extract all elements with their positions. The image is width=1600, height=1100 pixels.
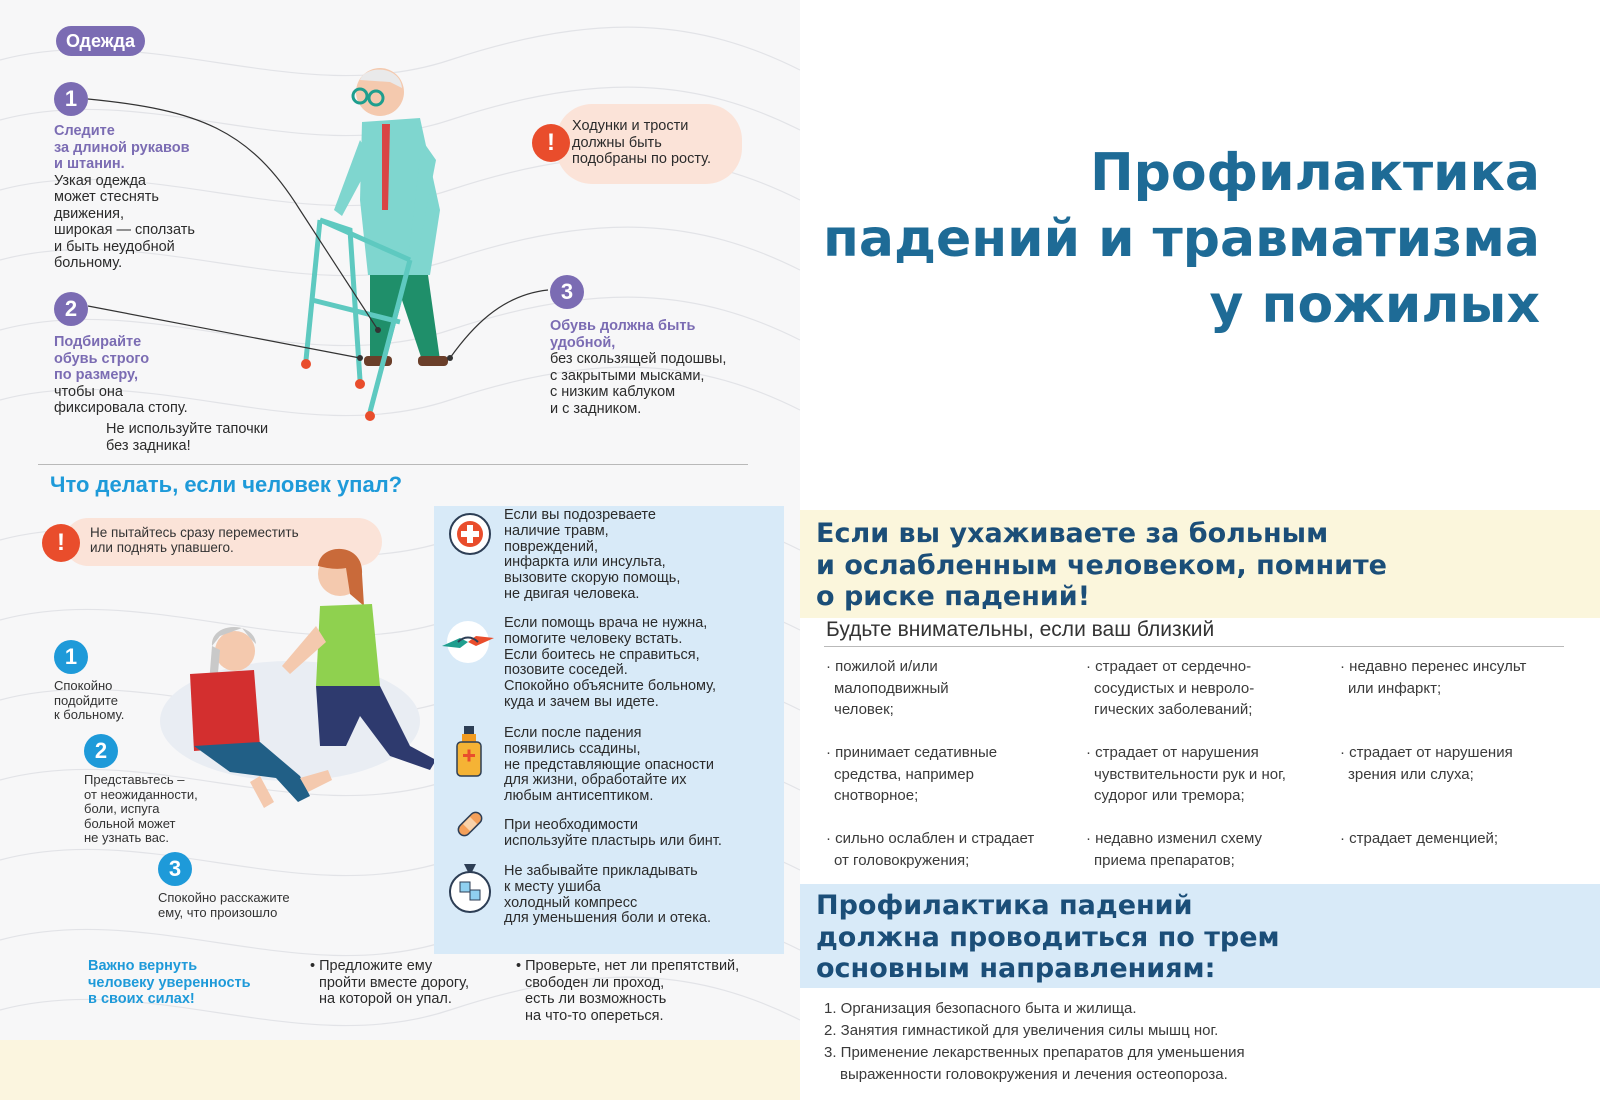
- step-line: Спокойно: [54, 678, 113, 693]
- step-line: боли, испуга: [84, 801, 160, 816]
- risk-line: или инфаркт;: [1348, 679, 1442, 697]
- tip-line: • Проверьте, нет ли препятствий,: [516, 958, 740, 974]
- risk-line: · пожилой и/или: [826, 658, 938, 675]
- risk-line: гических заболеваний;: [1094, 701, 1253, 718]
- fall-section-title: Что делать, если человек упал?: [50, 472, 403, 497]
- risk-line: зрения или слуха;: [1348, 765, 1474, 783]
- tip-heading-line: и штанин.: [54, 156, 125, 172]
- warning-line: или поднять упавшего.: [90, 539, 234, 555]
- direction-item: выраженности головокружения и лечения остеопороза.: [840, 1066, 1228, 1083]
- tip-heading-line: Обувь должна быть: [550, 318, 696, 334]
- risk-item: [1340, 828, 1590, 850]
- fall-step-2: [84, 773, 198, 846]
- tip-text-line: с низким каблуком: [550, 384, 676, 400]
- risk-line: приема препаратов;: [1094, 851, 1235, 869]
- band-title-line: должна проводиться по трем: [816, 921, 1280, 953]
- warning-icon: !: [532, 124, 570, 162]
- step-line: Представьтесь –: [84, 772, 185, 787]
- risk-line: · страдает от нарушения: [1340, 744, 1513, 761]
- box-line: не представляющие опасности: [504, 756, 714, 773]
- box-item-antiseptic: [504, 726, 714, 805]
- tip-text-line: и быть неудобной: [54, 238, 175, 255]
- box-line: инфаркта или инсульта,: [504, 554, 666, 571]
- step-line: от неожиданности,: [84, 786, 198, 802]
- box-line: помогите человеку встать.: [504, 630, 683, 647]
- box-line: Не забывайте прикладывать: [504, 863, 698, 879]
- step-line: к больному.: [54, 707, 125, 722]
- risk-line: · принимает седативные: [826, 744, 998, 761]
- risk-item: [1086, 656, 1336, 721]
- risk-line: судорог или тремора;: [1094, 787, 1245, 804]
- box-line: куда и зачем вы идете.: [504, 693, 659, 710]
- risk-line: · недавно изменил схему: [1086, 830, 1262, 847]
- box-line: Если помощь врача не нужна,: [504, 615, 708, 631]
- important-line: в своих силах!: [88, 991, 195, 1007]
- fall-step-3: [158, 891, 290, 920]
- band-title-line: и ослабленным человеком, помните: [816, 549, 1387, 581]
- cold-compress-icon: [448, 862, 492, 914]
- tip-text-line: больному.: [54, 255, 123, 271]
- risk-line: малоподвижный: [834, 679, 949, 697]
- helping-hands-icon: [438, 620, 498, 664]
- box-line: повреждений,: [504, 538, 599, 555]
- box-line: появились ссадины,: [504, 740, 641, 757]
- title-line: Профилактика: [1090, 143, 1540, 203]
- footer-band: [0, 1040, 800, 1100]
- fall-step-number-3: 3: [158, 852, 192, 886]
- antiseptic-bottle-icon: [454, 726, 484, 778]
- risk-line: средства, например: [834, 765, 974, 783]
- clothing-label: Одежда: [56, 26, 145, 56]
- risk-item: [1086, 828, 1336, 871]
- box-item-help-stand: [504, 616, 716, 711]
- step-line: больной может: [84, 815, 176, 831]
- tip-text-line: без скользящей подошвы,: [550, 351, 727, 367]
- box-line: для уменьшения боли и отека.: [504, 910, 711, 927]
- check-obstacles-tip: [516, 958, 739, 1024]
- important-line: человеку уверенность: [88, 974, 251, 991]
- risk-item: [1340, 742, 1590, 785]
- step-line: не узнать вас.: [84, 830, 170, 845]
- step-number-2: 2: [54, 292, 88, 326]
- box-line: позовите соседей.: [504, 662, 628, 679]
- title-line: у пожилых: [1209, 275, 1540, 335]
- box-line: Спокойно объясните больному,: [504, 678, 716, 695]
- tip-line: пройти вместе дорогу,: [319, 974, 470, 991]
- risk-line: · страдает от сердечно-: [1086, 658, 1252, 675]
- risk-line: от головокружения;: [834, 851, 970, 869]
- risk-line: · сильно ослаблен и страдает: [826, 830, 1035, 847]
- tip-line: на что-то опереться.: [525, 1007, 664, 1024]
- box-line: Если боитесь не справиться,: [504, 646, 700, 663]
- step-line: Спокойно расскажите: [158, 890, 290, 905]
- risk-item: [1086, 742, 1336, 807]
- attention-divider: [824, 646, 1564, 647]
- box-line: вызовите скорую помощь,: [504, 570, 681, 587]
- risk-line: снотворное;: [834, 787, 919, 804]
- caregiver-title: [816, 518, 1387, 613]
- box-line: не двигая человека.: [504, 585, 640, 602]
- warning-icon: !: [42, 524, 80, 562]
- warning-line: Ходунки и трости: [572, 118, 689, 134]
- risk-line: · недавно перенес инсульт: [1340, 658, 1527, 675]
- risk-item: [1340, 656, 1590, 699]
- direction-item: 2. Занятия гимнастикой для увеличения силы мышц ног.: [824, 1022, 1219, 1039]
- tip-text-line: может стеснять: [54, 189, 159, 205]
- walk-route-tip: [310, 958, 469, 1008]
- risk-item: [826, 656, 1076, 721]
- prevention-title: [816, 890, 1280, 985]
- box-line: используйте пластырь или бинт.: [504, 832, 722, 849]
- warning-line: должны быть: [572, 134, 662, 151]
- tip-text-line: с закрытыми мысками,: [550, 367, 705, 384]
- attention-heading: Будьте внимательны, если ваш близкий: [826, 618, 1215, 641]
- bandage-icon: [452, 806, 488, 842]
- risk-line: сосудистых и невроло-: [1094, 679, 1255, 697]
- box-line: Если после падения: [504, 725, 642, 741]
- tip-line: есть ли возможность: [525, 991, 667, 1007]
- fall-step-1: [54, 679, 124, 723]
- tip-heading-line: за длиной рукавов: [54, 139, 190, 156]
- step-line: подойдите: [54, 692, 118, 708]
- box-line: к месту ушиба: [504, 878, 601, 895]
- note-line: Не используйте тапочки: [106, 421, 269, 437]
- risk-line: чувствительности рук и ног,: [1094, 765, 1286, 783]
- box-line: При необходимости: [504, 817, 638, 833]
- tip-heading-line: Подбирайте: [54, 334, 142, 350]
- risk-item: [826, 742, 1076, 807]
- tip-text-line: и с задником.: [550, 400, 642, 417]
- tip-text-line: широкая — сползать: [54, 222, 195, 238]
- direction-item: 1. Организация безопасного быта и жилища.: [824, 1000, 1137, 1017]
- important-line: Важно вернуть: [88, 958, 198, 974]
- tip-line: на которой он упал.: [319, 991, 452, 1007]
- fall-step-number-2: 2: [84, 734, 118, 768]
- warning-line: Не пытайтесь сразу переместить: [90, 525, 299, 540]
- page-title: [823, 140, 1540, 338]
- box-item-cold-compress: [504, 864, 711, 927]
- band-title-line: Профилактика падений: [816, 890, 1193, 921]
- tip-heading-line: по размеру,: [54, 367, 139, 383]
- risk-line: человек;: [834, 701, 894, 718]
- warning-line: подобраны по росту.: [572, 151, 711, 167]
- risk-line: · страдает деменцией;: [1340, 830, 1499, 847]
- risk-item: [826, 828, 1076, 871]
- box-item-ambulance: [504, 508, 680, 603]
- important-note: [88, 958, 251, 1008]
- band-title-line: Если вы ухаживаете за больным: [816, 518, 1329, 549]
- section-divider: [38, 464, 748, 465]
- band-title-line: о риске падений!: [816, 581, 1091, 612]
- tip-text-line: движения,: [54, 205, 125, 222]
- right-panel: [800, 0, 1600, 1100]
- box-item-bandage: [504, 818, 722, 850]
- first-aid-box: [434, 506, 784, 954]
- box-line: любым антисептиком.: [504, 788, 654, 805]
- fall-step-number-1: 1: [54, 640, 88, 674]
- tip-heading-line: Следите: [54, 123, 115, 139]
- step-number-1: 1: [54, 82, 88, 116]
- pointer-lines: [0, 0, 800, 460]
- tip-text-line: Узкая одежда: [54, 172, 146, 189]
- tip-line: • Предложите ему: [310, 958, 433, 974]
- tip-line: свободен ли проход,: [525, 974, 665, 991]
- note-line: без задника!: [106, 437, 191, 454]
- title-line: падений и травматизма: [822, 209, 1540, 269]
- box-line: холодный компресс: [504, 894, 638, 911]
- tip-text-line: чтобы она: [54, 383, 123, 400]
- box-line: Если вы подозреваете: [504, 507, 656, 523]
- tip-heading-line: удобной,: [550, 334, 616, 351]
- tip-heading-line: обувь строго: [54, 350, 150, 367]
- tip-text-line: фиксировала стопу.: [54, 400, 188, 416]
- box-line: наличие травм,: [504, 522, 609, 539]
- medical-cross-icon: [448, 512, 492, 556]
- direction-item: 3. Применение лекарственных препаратов для уменьшения: [824, 1044, 1245, 1061]
- risk-line: · страдает от нарушения: [1086, 744, 1259, 761]
- box-line: для жизни, обработайте их: [504, 772, 687, 789]
- step-line: ему, что произошло: [158, 904, 278, 920]
- step-number-3: 3: [550, 275, 584, 309]
- band-title-line: основным направлениям:: [816, 953, 1216, 984]
